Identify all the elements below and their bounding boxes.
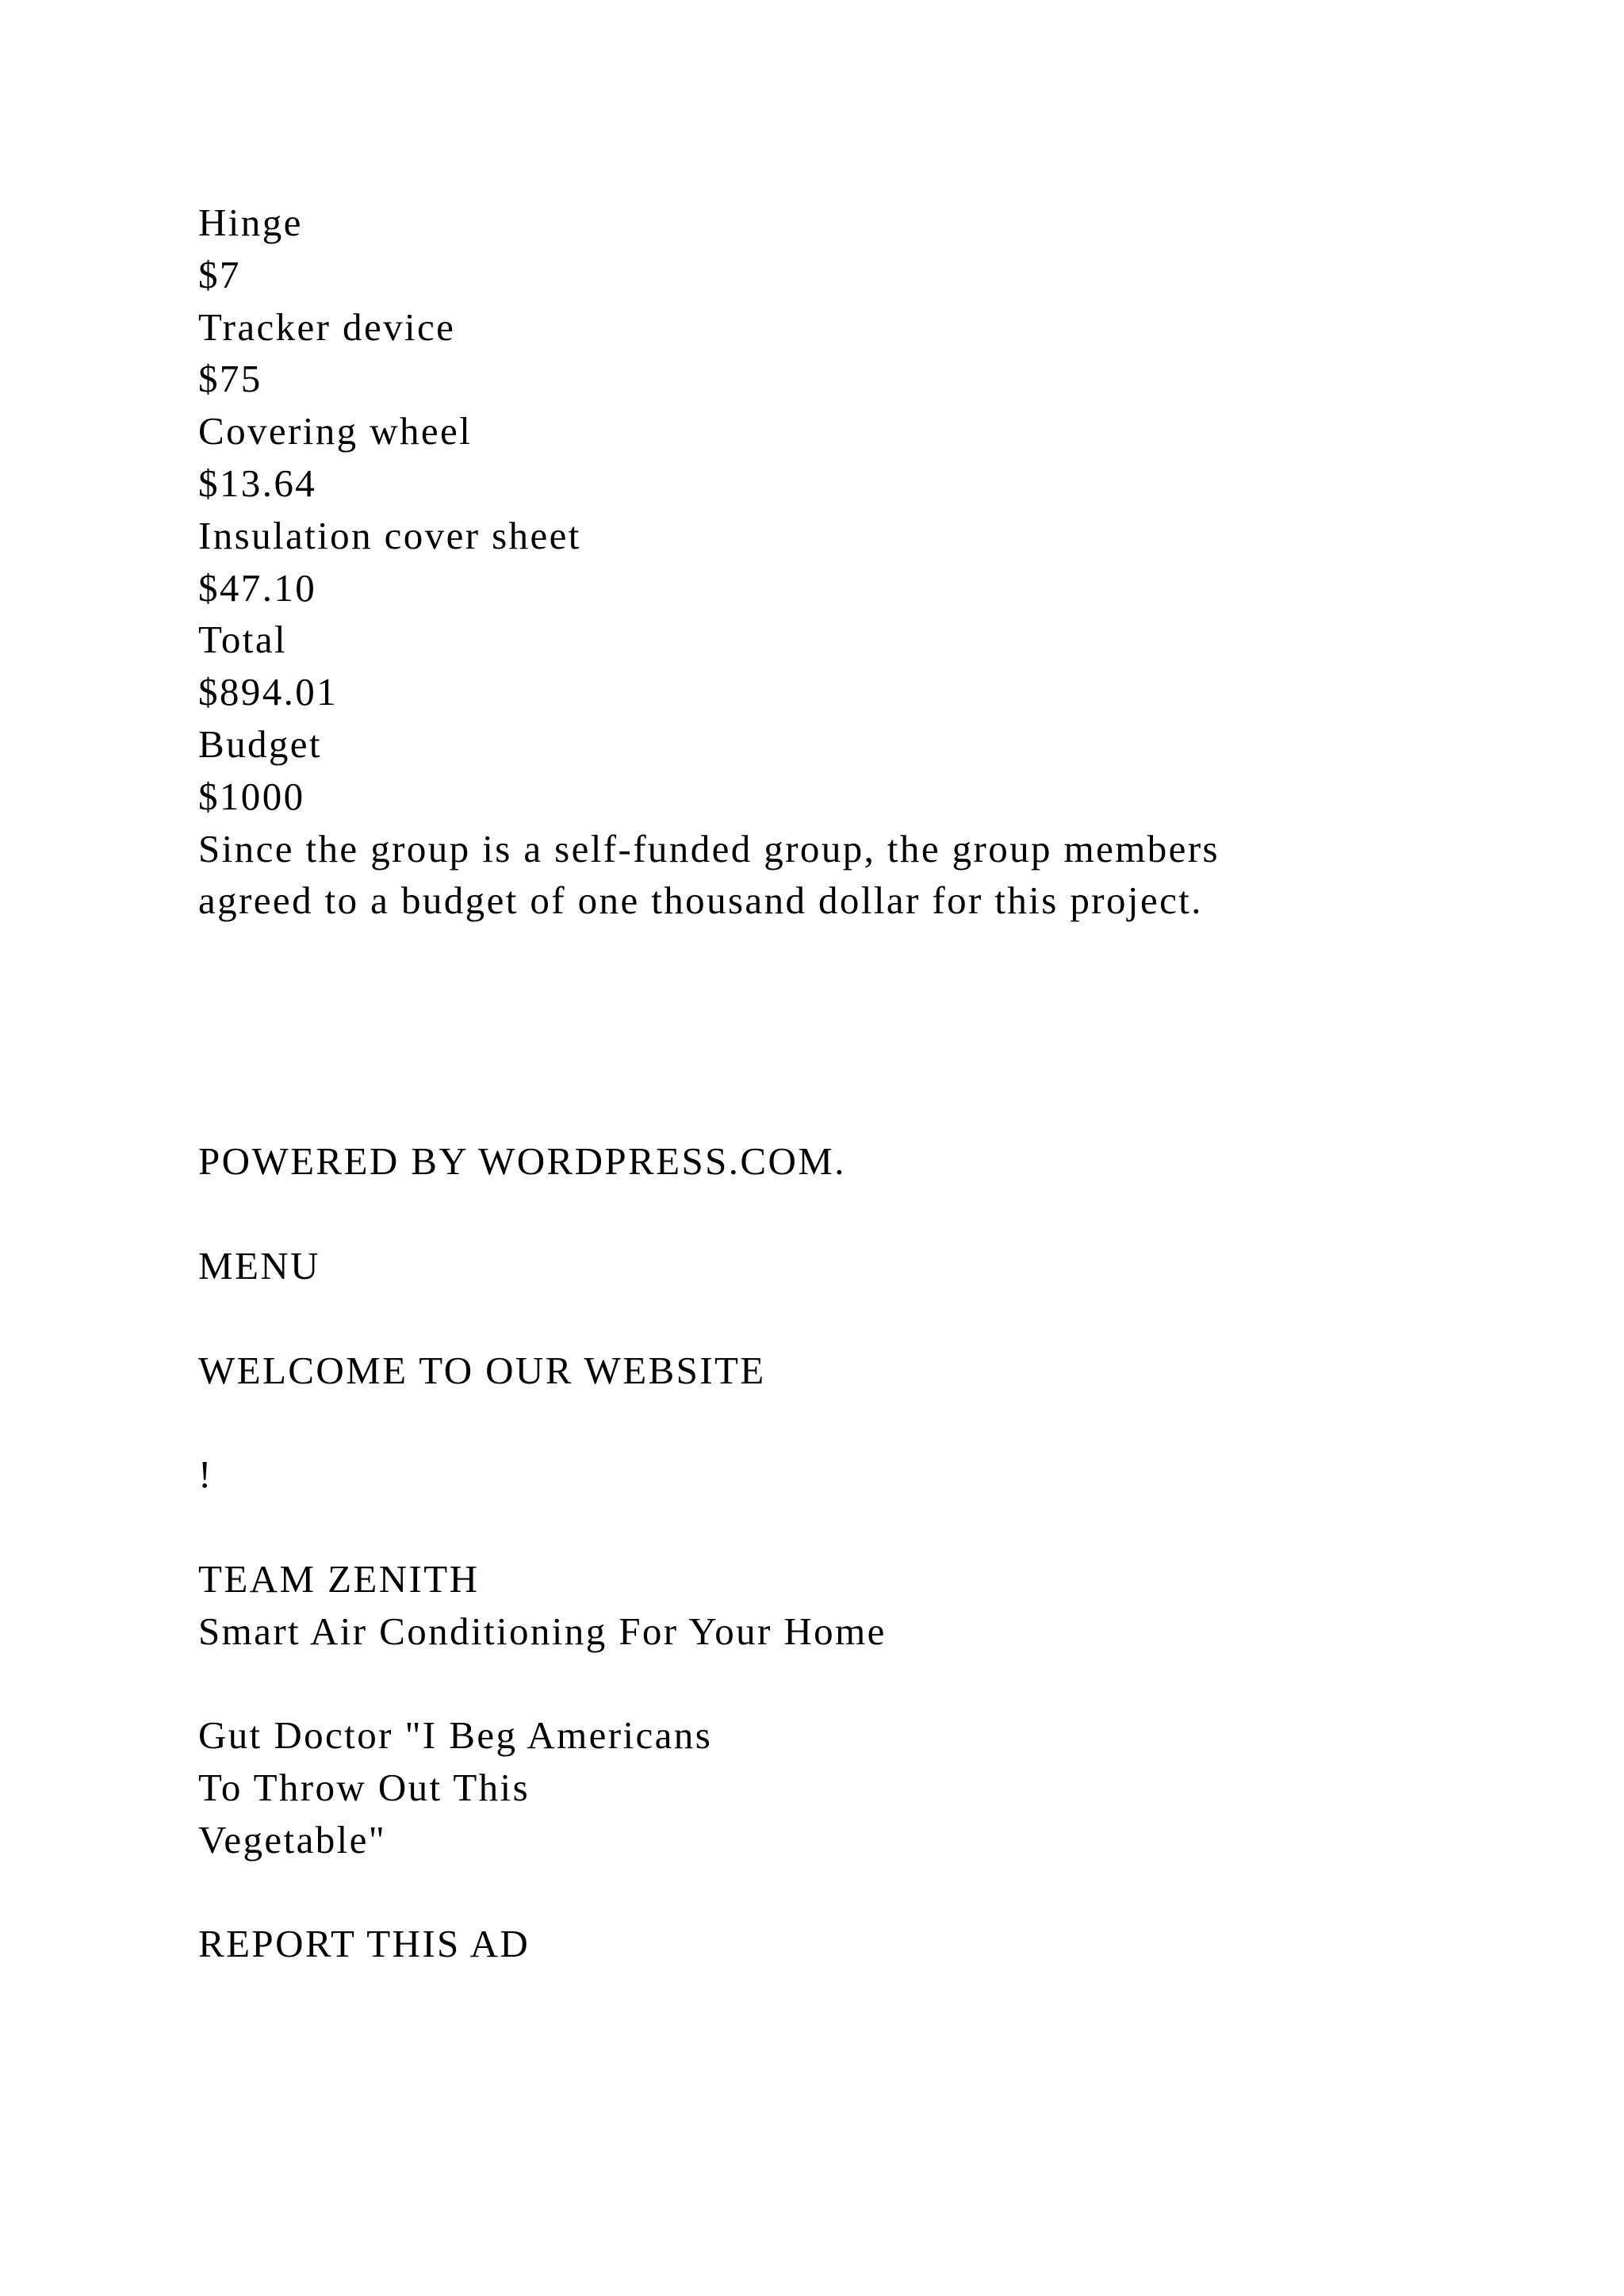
budget-note-line-2: agreed to a budget of one thousand dollar for this project. [198, 878, 1203, 923]
spacer [198, 1292, 1435, 1345]
budget-value: $1000 [198, 774, 305, 818]
spacer [198, 1188, 1435, 1240]
ad-headline-line-1: Gut Doctor "I Beg Americans [198, 1713, 713, 1758]
welcome-heading: WELCOME TO OUR WEBSITE [198, 1348, 766, 1392]
item-name-tracker-device: Tracker device [198, 304, 456, 349]
item-name-covering-wheel: Covering wheel [198, 409, 473, 453]
item-price-hinge: $7 [198, 252, 241, 297]
menu-button[interactable]: MENU [198, 1243, 320, 1288]
spacer [198, 927, 1435, 1135]
total-label: Total [198, 618, 287, 662]
document-page [198, 197, 1435, 1970]
item-price-covering-wheel: $13.64 [198, 461, 317, 505]
budget-note-line-1: Since the group is a self-funded group, the group members [198, 826, 1220, 871]
powered-by-link[interactable]: POWERED BY WORDPRESS.COM. [198, 1139, 846, 1184]
spacer [198, 1396, 1435, 1448]
ad-headline-link[interactable] [198, 1709, 1435, 1866]
budget-note [198, 823, 1435, 928]
item-name-hinge: Hinge [198, 201, 303, 244]
spacer [198, 1866, 1435, 1919]
total-value: $894.01 [198, 670, 339, 714]
budget-list [198, 197, 1435, 823]
site-tagline: Smart Air Conditioning For Your Home [198, 1609, 887, 1653]
item-price-insulation-cover-sheet: $47.10 [198, 565, 317, 610]
report-ad-link[interactable]: REPORT THIS AD [198, 1922, 530, 1966]
item-price-tracker-device: $75 [198, 357, 262, 401]
spacer [198, 1501, 1435, 1553]
spacer [198, 1657, 1435, 1709]
ad-headline-line-3: Vegetable" [198, 1817, 387, 1862]
welcome-exclamation: ! [198, 1452, 213, 1497]
item-name-insulation-cover-sheet: Insulation cover sheet [198, 513, 581, 557]
budget-label: Budget [198, 721, 322, 766]
site-title-link[interactable]: TEAM ZENITH [198, 1556, 480, 1601]
ad-headline-line-2: To Throw Out This [198, 1765, 530, 1809]
